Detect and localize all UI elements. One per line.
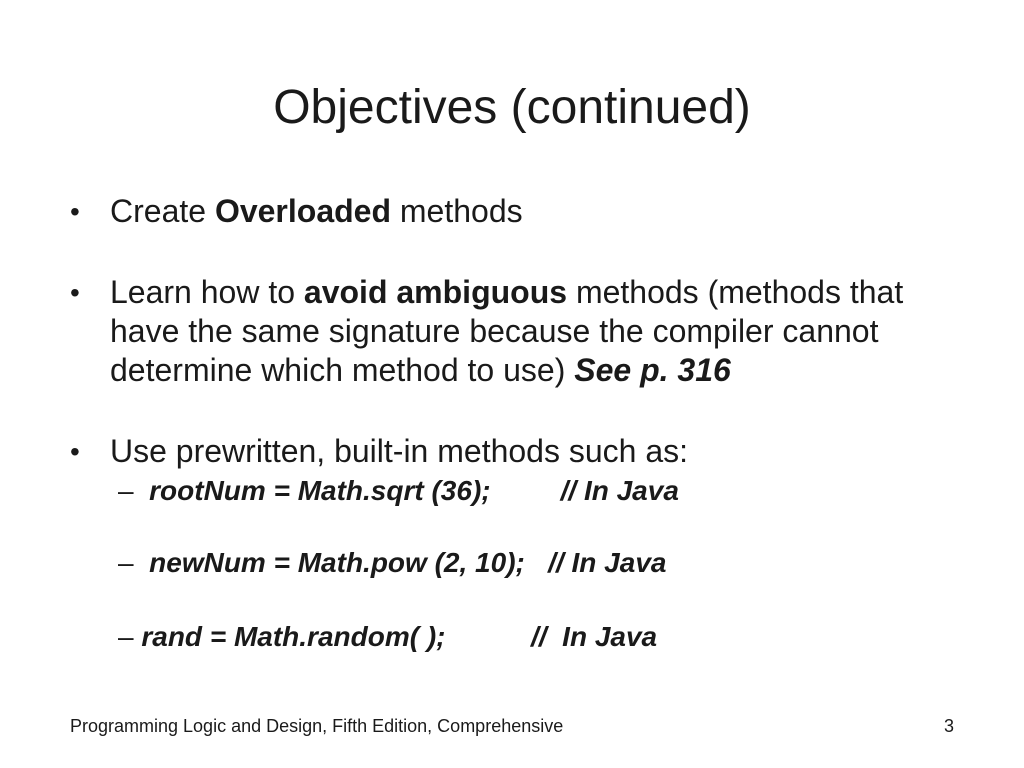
dash-marker: – — [118, 475, 134, 506]
dash-marker: – — [118, 621, 134, 652]
bullet-item — [70, 192, 970, 231]
page-number: 3 — [943, 716, 954, 736]
bullet-bold-text: Overloaded — [214, 193, 391, 229]
code-example-item — [118, 474, 679, 508]
bullet-bold-text: avoid ambiguous — [303, 274, 568, 310]
code-example: rand = Math.random( ); // In Java — [133, 621, 658, 652]
bullet-marker: • — [70, 436, 80, 467]
bullet-item — [70, 273, 970, 390]
slide-title: Objectives (continued) — [273, 81, 751, 134]
bullet-text-part: Create — [110, 193, 215, 229]
page-reference: See p. 316 — [574, 352, 731, 388]
bullet-text-part: methods (methods that have the same signature because the compiler cannot determine which method to use) — [110, 274, 904, 388]
code-example: newNum = Math.pow (2, 10); // In Java — [133, 547, 667, 578]
bullet-text — [110, 192, 970, 231]
footer-text: Programming Logic and Design, Fifth Edition, Comprehensive — [70, 716, 564, 736]
bullet-item — [70, 432, 970, 471]
dash-marker: – — [118, 547, 134, 578]
code-example-item — [118, 546, 666, 580]
bullet-marker: • — [70, 196, 80, 227]
bullet-text — [110, 273, 970, 390]
bullet-marker: • — [70, 277, 80, 308]
bullet-text-part: methods — [391, 193, 523, 229]
code-example: rootNum = Math.sqrt (36); // In Java — [133, 475, 679, 506]
code-example-item — [118, 620, 657, 654]
bullet-text — [110, 432, 970, 471]
bullet-text-part: Learn how to — [110, 274, 304, 310]
bullet-text-part: Use prewritten, built-in methods such as: — [110, 433, 689, 469]
